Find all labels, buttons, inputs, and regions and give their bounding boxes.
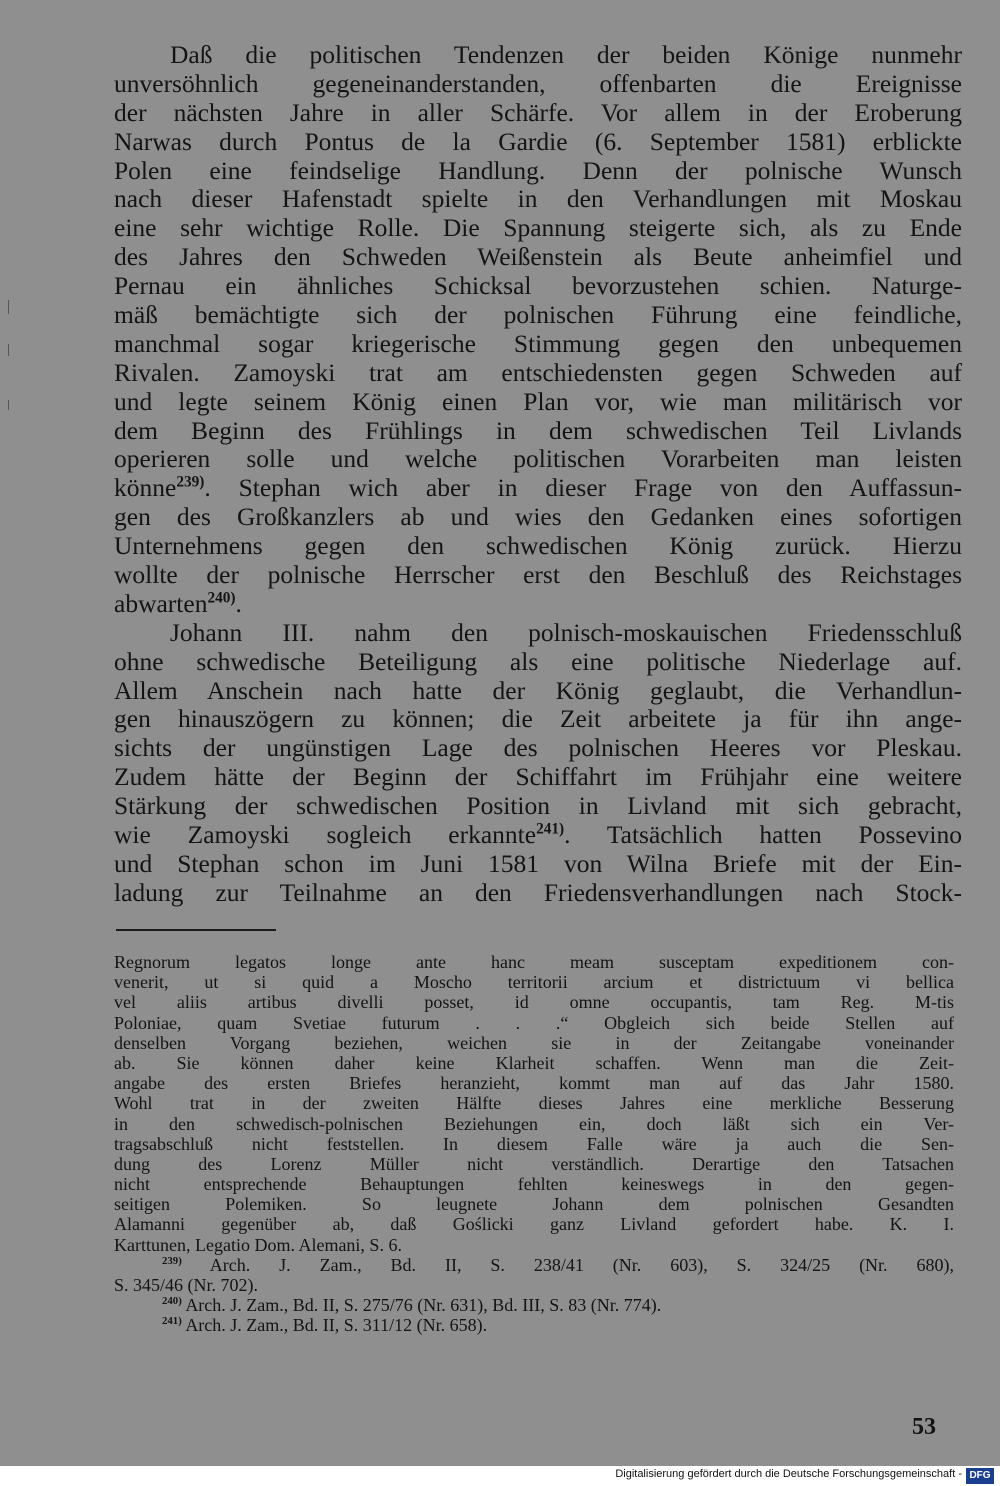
text-line: eine sehr wichtige Rolle. Die Spannung steigerte sich, als zu Ende (114, 214, 962, 243)
text-line: Daß die politischen Tendenzen der beiden Könige nunmehr (170, 41, 962, 69)
text-line: ohne schwedische Beteiligung als eine politische Niederlage auf. (114, 647, 962, 676)
footnote-line: S. 345/46 (Nr. 702). (114, 1275, 258, 1295)
footnotes (114, 952, 954, 1336)
footnote-text: Arch. J. Zam., Bd. II, S. 238/41 (Nr. 603), S. 324/25 (Nr. 680), (209, 1254, 954, 1275)
funding-credit: Digitalisierung gefördert durch die Deutsche Forschungsgemeinschaft - (615, 1468, 962, 1480)
text-line: nach dieser Hafenstadt spielte in den Verhandlungen mit Moskau (114, 185, 962, 214)
text-line: gen des Großkanzlers ab und wies den Gedanken eines sofortigen (114, 503, 962, 532)
footnote-ref-240[interactable]: 240) (207, 589, 236, 607)
text-line (114, 590, 962, 619)
text-line: wollte der polnische Herrscher erst den Beschluß des Reichstages (114, 561, 962, 590)
footnote-line: dung des Lorenz Müller nicht verständlich. Derartige den Tatsachen (114, 1153, 954, 1174)
footnote-line: angabe des ersten Briefes heranzieht, kommt man auf das Jahr 1580. (114, 1073, 954, 1094)
text-line: Johann III. nahm den polnisch-moskauischen Friedensschluß (170, 618, 962, 647)
footnote-241 (114, 1315, 954, 1335)
text-line: des Jahres den Schweden Weißenstein als Beute anheimfiel und (114, 243, 962, 272)
footnote-text: Arch. J. Zam., Bd. II, S. 275/76 (Nr. 631), Bd. III, S. 83 (Nr. 774). (185, 1295, 662, 1316)
footnote-line: Regnorum legatos longe ante hanc meam susceptam expeditionem con- (114, 952, 954, 972)
footnote-mark: 240) (162, 1295, 182, 1308)
text-line: ladung zur Teilnahme an den Friedensverhandlungen nach Stock- (114, 878, 962, 907)
text-line: und legte seinem König einen Plan vor, wie man militärisch vor (114, 387, 962, 416)
text-line: Unternehmens gegen den schwedischen König zurück. Hierzu (114, 532, 962, 561)
text-line (114, 474, 962, 503)
footnote-239 (114, 1255, 954, 1275)
text-line: der nächsten Jahre in aller Schärfe. Vor allem in der Eroberung (114, 98, 962, 127)
text-line: sichts der ungünstigen Lage des polnischen Heeres vor Pleskau. (114, 734, 962, 763)
footnote-line: venerit, ut si quid a Moscho territorii arcium et districtuum vi bellica (114, 972, 954, 993)
footnote-text: Arch. J. Zam., Bd. II, S. 311/12 (Nr. 658). (185, 1315, 488, 1336)
footnote-separator (116, 929, 276, 931)
text-fragment: wie Zamoyski sogleich erkannte (114, 821, 537, 850)
footnote-line: ab. Sie können daher keine Klarheit schaffen. Wenn man die Zeit- (114, 1052, 954, 1073)
dfg-logo: DFG (966, 1468, 994, 1484)
text-line: mäß bemächtigte sich der polnischen Führung eine feindliche, (114, 301, 962, 330)
footnote-line: Wohl trat in der zweiten Hälfte dieses Jahres eine merkliche Besserung (114, 1093, 954, 1114)
footnote-line: denselben Vorgang beziehen, weichen sie in der Zeitangabe voneinander (114, 1032, 954, 1053)
footnote-line: nicht entsprechende Behauptungen fehlten keineswegs in den gegen- (114, 1174, 954, 1195)
text-line: unversöhnlich gegeneinanderstanden, offenbarten die Ereignisse (114, 69, 962, 98)
page-number: 53 (912, 1414, 936, 1440)
text-line: Rivalen. Zamoyski trat am entschiedensten gegen Schweden auf (114, 358, 962, 387)
text-line: manchmal sogar kriegerische Stimmung gegen den unbequemen (114, 329, 962, 358)
footnote-ref-239[interactable]: 239) (176, 474, 205, 491)
text-line (114, 821, 962, 850)
scan-artifact (8, 344, 9, 356)
footnote-240 (114, 1295, 954, 1315)
main-text (114, 41, 962, 908)
text-line: Allem Anschein nach hatte der König geglaubt, die Verhandlun- (114, 676, 962, 705)
footnote-line: seitigen Polemiken. So leugnete Johann dem polnischen Gesandten (114, 1194, 954, 1215)
footnote-line: Alamanni gegenüber ab, daß Goślicki ganz Livland gefordert habe. K. I. (114, 1214, 954, 1235)
text-line: gen hinauszögern zu können; die Zeit arbeitete ja für ihn ange- (114, 705, 962, 734)
credit-bar (0, 1466, 1000, 1486)
scan-artifact (8, 300, 9, 314)
text-line: Pernau ein ähnliches Schicksal bevorzustehen schien. Naturge- (114, 272, 962, 301)
text-line: Stärkung der schwedischen Position in Livland mit sich gebracht, (114, 792, 962, 821)
text-line: operieren solle und welche politischen Vorarbeiten man leisten (114, 445, 962, 474)
footnote-line: Poloniae, quam Svetiae futurum . . .“ Obgleich sich beide Stellen auf (114, 1012, 954, 1033)
text-line: und Stephan schon im Juni 1581 von Wilna Briefe mit der Ein- (114, 849, 962, 878)
footnote-line: vel aliis artibus divelli posset, id omne occupantis, tam Reg. M-tis (114, 992, 954, 1013)
footnote-line: tragsabschluß nicht feststellen. In diesem Falle wäre ja auch die Sen- (114, 1133, 954, 1154)
text-fragment: . (235, 589, 242, 618)
text-line: Narwas durch Pontus de la Gardie (6. September 1581) erblickte (114, 127, 962, 156)
footnote-mark: 241) (162, 1315, 182, 1328)
scan-artifact (8, 400, 9, 410)
text-line: Polen eine feindselige Handlung. Denn der polnische Wunsch (114, 156, 962, 185)
text-line: Zudem hätte der Beginn der Schiffahrt im Frühjahr eine weitere (114, 763, 962, 792)
text-line: dem Beginn des Frühlings in dem schwedischen Teil Livlands (114, 416, 962, 445)
text-fragment: . Stephan wich aber in dieser Frage von den Auffassun- (204, 474, 962, 503)
footnote-line: in den schwedisch-polnischen Beziehungen ein, doch läßt sich ein Ver- (114, 1113, 954, 1134)
text-fragment: abwarten (114, 589, 208, 618)
footnote-ref-241[interactable]: 241) (536, 821, 565, 838)
text-fragment: könne (114, 474, 177, 503)
footnote-mark: 239) (162, 1254, 182, 1267)
footnote-line: Karttunen, Legatio Dom. Alemani, S. 6. (114, 1234, 402, 1255)
text-fragment: . Tatsächlich hatten Possevino (564, 821, 962, 850)
